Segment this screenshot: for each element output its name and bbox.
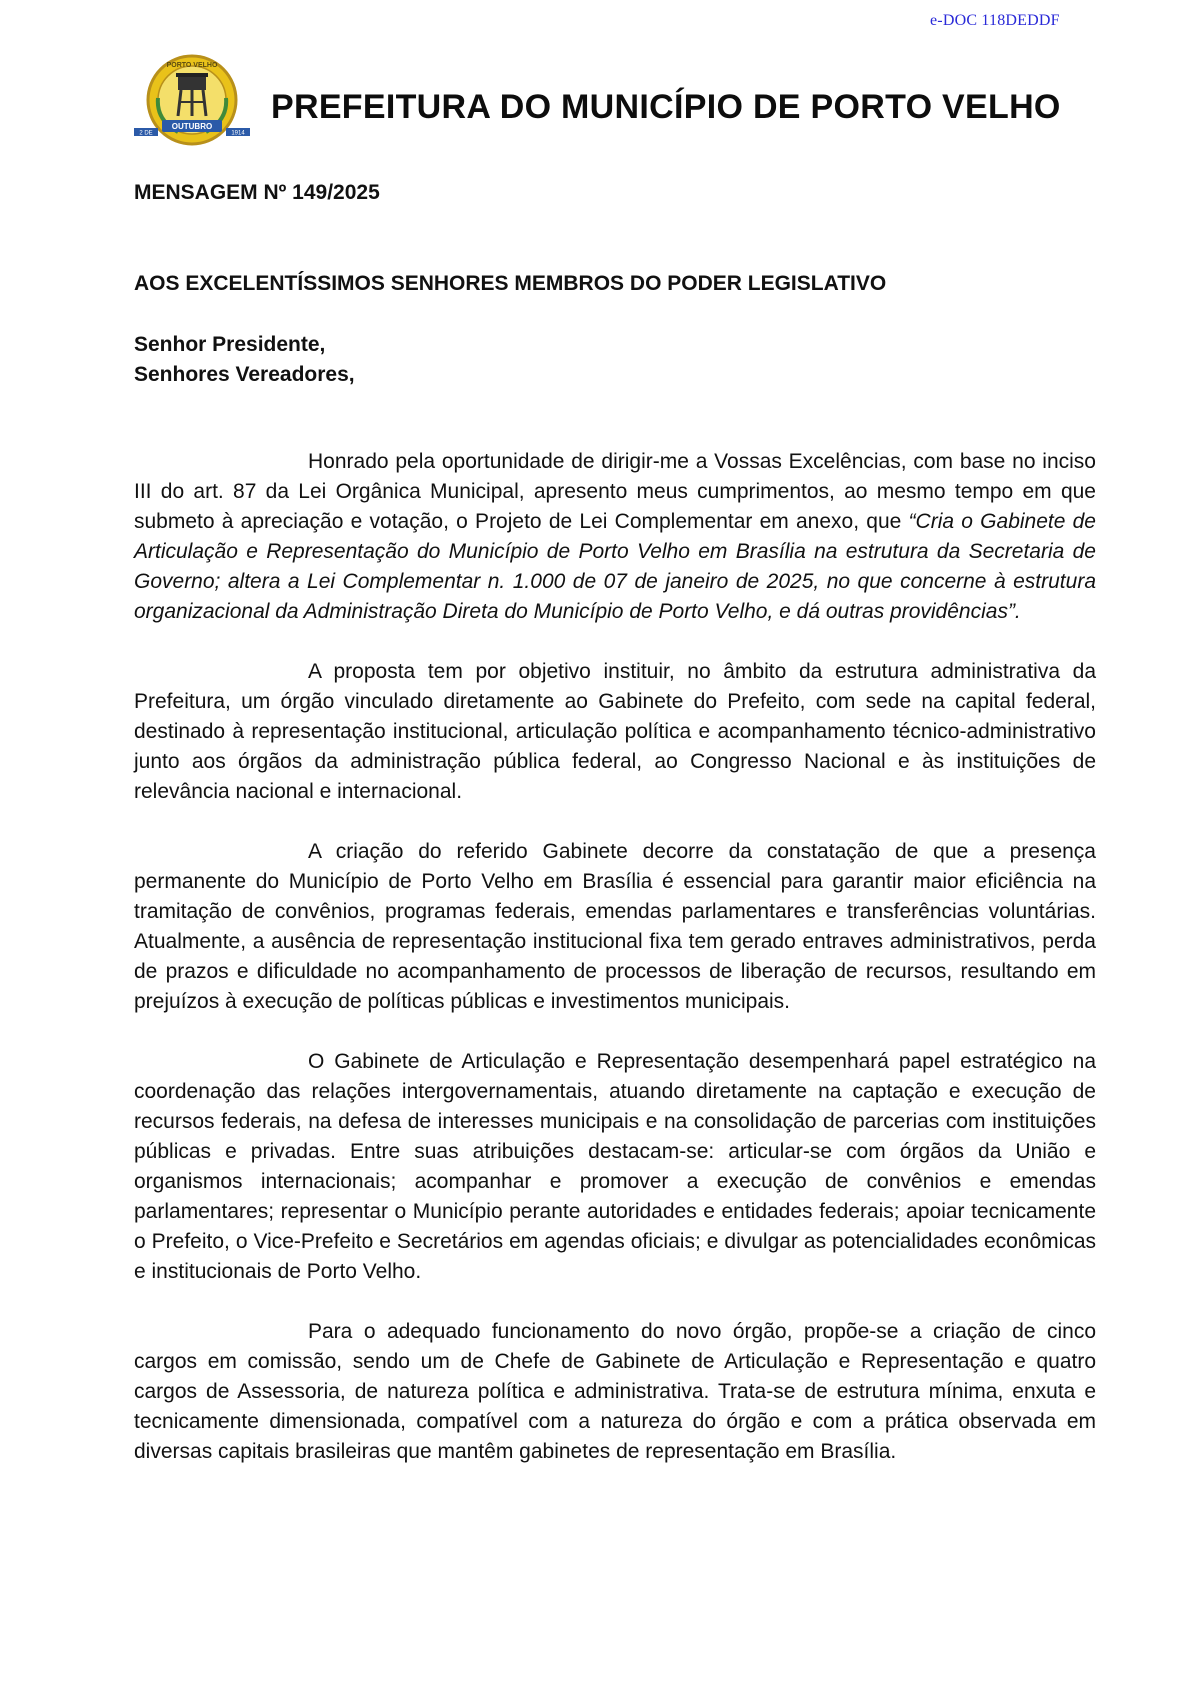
salutation-line-1: Senhor Presidente,: [134, 333, 326, 356]
addressee-heading: AOS EXCELENTÍSSIMOS SENHORES MEMBROS DO PODER LEGISLATIVO: [134, 272, 887, 295]
paragraph-4: O Gabinete de Articulação e Representação desempenhará papel estratégico na coordenação das relações intergovernamentais, atuando diretamente na captação e execução de recursos federais, na defesa de interesses municipais e na consolidação de parcerias com instituições públicas e privadas. Entre suas atribuições destacam-se: articular-se com órgãos da União e organismos internacionais; acompanhar e promover a execução de convênios e emendas parlamentares; representar o Município perante autoridades e entidades federais; apoiar tecnicamente o Prefeito, o Vice-Prefeito e Secretários em agendas oficiais; e divulgar as potencialidades econômicas e institucionais de Porto Velho.: [134, 1050, 1096, 1283]
paragraph-1-text: Honrado pela oportunidade de dirigir-me a Vossas Excelências, com base no inciso III do art. 87 da Lei Orgânica Municipal, apresento meus cumprimentos, ao mesmo tempo em que submeto à apreciação e votação, o Projeto de Lei Complementar em anexo, que: [134, 450, 1096, 533]
bill-title-quote: “Cria o Gabinete de Articulação e Representação do Município de Porto Velho em Brasília na estrutura da Secretaria de Governo; altera a Lei Complementar n. 1.000 de 07 de janeiro de 2025, no que concerne à estrutura organizacional da Administração Direta do Município de Porto Velho, e dá outras providências”.: [134, 510, 1096, 623]
paragraph-1: [134, 447, 1096, 627]
salutation-line-2: Senhores Vereadores,: [134, 363, 355, 386]
page-title: PREFEITURA DO MUNICÍPIO DE PORTO VELHO: [271, 88, 1061, 126]
message-body: [134, 447, 1096, 1497]
logo-right-text: 1914: [231, 130, 245, 137]
message-number: MENSAGEM Nº 149/2025: [134, 181, 380, 204]
logo-ribbon-text: OUTUBRO: [171, 122, 213, 131]
logo-left-text: 2 DE: [139, 130, 153, 137]
paragraph-3: A criação do referido Gabinete decorre da constatação de que a presença permanente do Município de Porto Velho em Brasília é essencial para garantir maior eficiência na tramitação de convênios, programas federais, emendas parlamentares e transferências voluntárias. Atualmente, a ausência de representação institucional fixa tem gerado entraves administrativos, perda de prazos e dificuldade no acompanhamento de processos de liberação de recursos, resultando em prejuízos à execução de políticas públicas e investimentos municipais.: [134, 840, 1096, 1013]
paragraph-5: Para o adequado funcionamento do novo órgão, propõe-se a criação de cinco cargos em comissão, sendo um de Chefe de Gabinete de Articulação e Representação e quatro cargos de Assessoria, de natureza política e administrativa. Trata-se de estrutura mínima, enxuta e tecnicamente dimensionada, compatível com a natureza do órgão e com a prática observada em diversas capitais brasileiras que mantêm gabinetes de representação em Brasília.: [134, 1320, 1096, 1463]
municipal-seal-logo: [134, 50, 250, 154]
salutation: [134, 330, 355, 390]
edoc-code: e-DOC 118DEDDF: [930, 12, 1060, 29]
paragraph-2: A proposta tem por objetivo instituir, no âmbito da estrutura administrativa da Prefeitura, um órgão vinculado diretamente ao Gabinete do Prefeito, com sede na capital federal, destinado à representação institucional, articulação política e acompanhamento técnico-administrativo junto aos órgãos da administração pública federal, ao Congresso Nacional e às instituições de relevância nacional e internacional.: [134, 660, 1096, 803]
logo-top-text: PORTO VELHO: [166, 62, 218, 69]
page-header: [134, 50, 1094, 160]
